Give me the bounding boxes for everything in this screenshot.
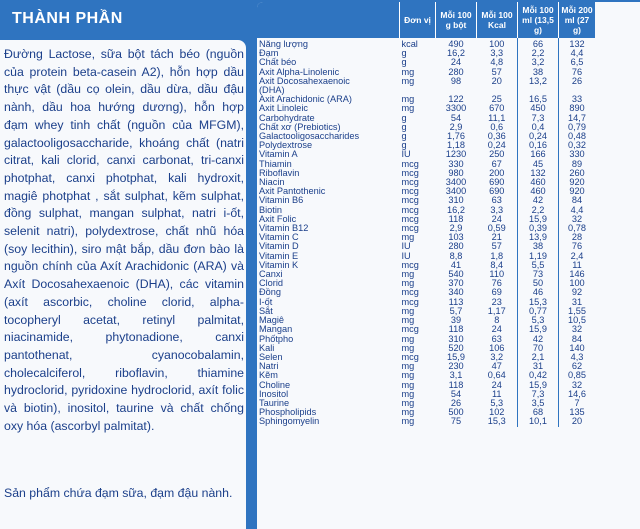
per-100kcal-cell: 47 (491, 361, 502, 372)
per-200ml-cell: 32 (559, 381, 596, 390)
per-100g-cell: 310 (448, 195, 464, 206)
per-100kcal-cell: 57 (491, 241, 502, 252)
per-100ml-cell: 15,9 (518, 325, 559, 334)
header-per-100g: Mỗi 100 g bột (436, 2, 477, 38)
nutrient-name: Vitamin A (259, 149, 298, 160)
per-200ml-cell: 1,55 (559, 307, 596, 316)
unit-cell: mg (401, 333, 415, 344)
table-row (257, 390, 595, 399)
nutrient-name: Polydextrose (259, 140, 313, 151)
unit-cell: g (401, 48, 407, 59)
unit-cell: mg (401, 278, 415, 289)
per-100g-cell: 490 (448, 39, 464, 49)
per-100ml-cell: 31 (518, 362, 559, 371)
header-per-100kcal: Mỗi 100 Kcal (477, 2, 518, 38)
table-row (257, 307, 595, 316)
table-row (257, 279, 595, 288)
nutrient-name: Vitamin C (259, 232, 299, 243)
per-100ml-cell: 46 (518, 288, 559, 297)
per-100g-cell: 39 (450, 315, 462, 326)
header-per-200ml: Mỗi 200 ml (27 g) (559, 2, 596, 38)
per-100g-cell: 280 (448, 241, 464, 252)
per-100kcal-cell: 102 (489, 407, 505, 418)
nutrient-name: Magiê (259, 315, 285, 326)
per-100g-cell: 1230 (445, 149, 467, 160)
per-100ml-cell: 460 (518, 187, 559, 196)
per-200ml-cell: 14,7 (559, 114, 596, 123)
per-100ml-cell: 460 (518, 178, 559, 187)
per-100kcal-cell: 4,8 (490, 57, 504, 68)
nutrient-name: Năng lượng (259, 39, 308, 49)
per-100ml-cell: 2,1 (518, 353, 559, 362)
per-200ml-cell: 33 (559, 95, 596, 104)
nutrient-name: Thiamin (259, 158, 292, 169)
per-100kcal-cell: 69 (491, 287, 502, 298)
nutrient-name: Kali (259, 342, 275, 353)
per-200ml-cell: 32 (559, 325, 596, 334)
nutrient-name: Vitamin B12 (259, 223, 309, 234)
per-100g-cell: 3400 (445, 186, 467, 197)
nutrient-name: Chất béo (259, 57, 297, 68)
per-100g-cell: 540 (448, 269, 464, 280)
unit-cell: mcg (401, 213, 419, 224)
table-row (257, 196, 595, 205)
unit-cell: mg (401, 361, 415, 372)
per-100kcal-cell: 0,6 (490, 121, 504, 132)
per-100g-cell: 3300 (445, 103, 467, 114)
per-100ml-cell: 166 (518, 150, 559, 159)
unit-cell: g (401, 121, 407, 132)
unit-cell: mg (401, 342, 415, 353)
per-100g-cell: 370 (448, 278, 464, 289)
per-100ml-cell: 0,24 (518, 132, 559, 141)
per-100ml-cell: 13,2 (518, 77, 559, 86)
nutrient-name: Biotin (259, 204, 282, 215)
per-100kcal-cell: 106 (489, 342, 505, 353)
per-100kcal-cell: 15,3 (487, 416, 506, 427)
per-100g-cell: 500 (448, 407, 464, 418)
per-100g-cell: 340 (448, 287, 464, 298)
per-200ml-cell: 100 (559, 279, 596, 288)
unit-cell: mcg (401, 158, 419, 169)
per-100g-cell: 330 (448, 158, 464, 169)
per-100g-cell: 103 (448, 232, 464, 243)
per-100kcal-cell: 0,64 (487, 370, 506, 381)
per-100kcal-cell: 5,3 (490, 397, 504, 408)
per-200ml-cell: 31 (559, 298, 596, 307)
nutrition-table-panel (257, 2, 640, 529)
per-200ml-cell: 330 (559, 150, 596, 159)
unit-cell: mcg (401, 177, 419, 188)
per-100g-cell: 280 (448, 66, 464, 77)
per-200ml-cell: 62 (559, 362, 596, 371)
per-100kcal-cell: 3,2 (490, 351, 504, 362)
per-100kcal-cell: 670 (489, 103, 505, 114)
per-100ml-cell: 2,2 (518, 49, 559, 58)
nutrient-name: Axit Linoleic (259, 103, 309, 114)
unit-cell: mg (401, 94, 415, 105)
per-100ml-cell: 5,3 (518, 316, 559, 325)
table-row (257, 77, 595, 86)
unit-cell: mcg (401, 324, 419, 335)
per-100ml-cell: 5,5 (518, 261, 559, 270)
per-100g-cell: 75 (450, 416, 462, 427)
unit-cell: mg (401, 75, 415, 86)
per-200ml-cell: 32 (559, 215, 596, 224)
nutrient-name: Riboflavin (259, 167, 300, 178)
nutrient-name: Sphingomyelin (259, 416, 320, 427)
per-200ml-cell: 0,48 (559, 132, 596, 141)
nutrient-name: Clorid (259, 278, 283, 289)
per-100kcal-cell: 20 (491, 75, 502, 86)
per-200ml-cell: 26 (559, 77, 596, 86)
per-200ml-cell: 140 (559, 344, 596, 353)
table-header-row (257, 2, 595, 38)
per-100kcal-cell: 11,1 (488, 112, 506, 123)
nutrient-name: Choline (259, 379, 291, 390)
per-100ml-cell: 15,9 (518, 215, 559, 224)
per-100kcal-cell: 110 (489, 269, 505, 280)
per-100g-cell: 520 (448, 342, 464, 353)
unit-cell: IU (401, 149, 411, 160)
per-200ml-cell: 89 (559, 160, 596, 169)
table-row (257, 417, 595, 426)
per-100kcal-cell: 690 (489, 177, 505, 188)
per-100kcal-cell: 8,4 (490, 259, 504, 270)
per-100kcal-cell: 200 (489, 167, 505, 178)
per-100g-cell: 15,9 (447, 351, 465, 362)
per-200ml-cell: 146 (559, 270, 596, 279)
per-100ml-cell: 7,3 (518, 114, 559, 123)
unit-cell: kcal (401, 39, 418, 49)
per-100ml-cell: 66 (518, 38, 559, 49)
table-row (257, 325, 595, 334)
per-200ml-cell: 92 (559, 288, 596, 297)
per-100ml-cell: 42 (518, 335, 559, 344)
per-100g-cell: 980 (448, 167, 464, 178)
per-100kcal-cell: 0,36 (487, 131, 506, 142)
nutrient-name: Sắt (259, 305, 273, 316)
per-200ml-cell: 10,5 (559, 316, 596, 325)
unit-cell: g (401, 112, 407, 123)
unit-cell: mcg (401, 167, 419, 178)
per-200ml-cell: 11 (559, 261, 596, 270)
per-100g-cell: 3400 (445, 177, 467, 188)
nutrient-name: Phospholipids (259, 407, 317, 418)
per-100kcal-cell: 63 (491, 195, 502, 206)
per-100ml-cell: 13,9 (518, 233, 559, 242)
per-100ml-cell: 3,5 (518, 399, 559, 408)
unit-cell: mg (401, 407, 415, 418)
per-100ml-cell: 3,2 (518, 58, 559, 67)
nutrient-name: Vitamin B6 (259, 195, 304, 206)
per-100kcal-cell: 100 (489, 39, 505, 49)
per-100kcal-cell: 63 (491, 333, 502, 344)
nutrient-name: Axit Folic (259, 213, 297, 224)
per-200ml-cell: 0,79 (559, 123, 596, 132)
per-100kcal-cell: 21 (491, 232, 502, 243)
unit-cell: mg (401, 388, 415, 399)
nutrient-name: Selen (259, 351, 283, 362)
per-100g-cell: 54 (450, 112, 462, 123)
unit-cell: mcg (401, 296, 419, 307)
nutrient-name: Axit Docosahexaenoic (259, 75, 350, 86)
per-100g-cell: 54 (450, 388, 462, 399)
header-nutrient (257, 2, 400, 38)
unit-cell: mg (401, 416, 415, 427)
unit-cell: mcg (401, 195, 419, 206)
nutrition-table (257, 2, 595, 427)
per-100ml-cell: 15,3 (518, 298, 559, 307)
per-200ml-cell: 4,4 (559, 206, 596, 215)
per-100kcal-cell: 250 (489, 149, 505, 160)
per-100kcal-cell: 3,3 (490, 204, 504, 215)
nutrient-name: Chất xơ (Prebiotics) (259, 121, 341, 132)
nutrient-name: I-ốt (259, 296, 273, 307)
per-100kcal-cell: 690 (489, 186, 505, 197)
nutrient-name: (DHA) (259, 85, 285, 96)
unit-cell: mcg (401, 259, 419, 270)
per-100ml-cell: 0,39 (518, 224, 559, 233)
nutrient-name: Kẽm (259, 370, 278, 381)
per-100kcal-cell: 1,17 (487, 305, 506, 316)
nutrient-name: Mangan (259, 324, 293, 335)
per-200ml-cell: 0,32 (559, 141, 596, 150)
unit-cell: IU (401, 241, 411, 252)
per-200ml-cell: 0,78 (559, 224, 596, 233)
per-100g-cell: 8,8 (449, 250, 463, 261)
nutrient-name: Galactooligosaccharides (259, 131, 360, 142)
nutrient-name: Inositol (259, 388, 289, 399)
per-100g-cell: 16,2 (447, 48, 465, 59)
per-100ml-cell: 0,42 (518, 371, 559, 380)
section-title: THÀNH PHẦN (12, 10, 123, 27)
per-100kcal-cell: 24 (491, 379, 502, 390)
per-100g-cell: 2,9 (449, 121, 463, 132)
per-100ml-cell: 68 (518, 408, 559, 417)
per-100g-cell: 113 (448, 296, 464, 307)
per-100g-cell: 98 (450, 75, 462, 86)
per-200ml-cell: 135 (559, 408, 596, 417)
nutrient-name: Vitamin E (259, 250, 299, 261)
nutrient-name: Taurine (259, 397, 290, 408)
nutrient-name: Carbohydrate (259, 112, 315, 123)
per-100g-cell: 118 (448, 379, 464, 390)
nutrient-name: Phốtpho (259, 333, 294, 344)
per-100kcal-cell: 23 (491, 296, 502, 307)
unit-cell: mcg (401, 351, 419, 362)
nutrient-name: Niacin (259, 177, 285, 188)
per-100kcal-cell: 24 (491, 324, 502, 335)
table-row (257, 38, 595, 49)
nutrient-name: Natri (259, 361, 279, 372)
per-100ml-cell: 2,2 (518, 206, 559, 215)
per-100ml-cell: 42 (518, 196, 559, 205)
unit-cell: mcg (401, 287, 419, 298)
per-200ml-cell: 260 (559, 169, 596, 178)
per-200ml-cell: 132 (559, 38, 596, 49)
table-row (257, 353, 595, 362)
per-100kcal-cell: 25 (491, 94, 502, 105)
per-100ml-cell: 50 (518, 279, 559, 288)
per-100ml-cell: 450 (518, 104, 559, 113)
header-unit: Đơn vị (400, 2, 436, 38)
unit-cell: mg (401, 370, 415, 381)
per-100kcal-cell: 3,3 (490, 48, 504, 59)
unit-cell: IU (401, 250, 411, 261)
per-100ml-cell: 0,4 (518, 123, 559, 132)
unit-cell: mg (401, 66, 415, 77)
per-100kcal-cell: 24 (491, 213, 502, 224)
unit-cell: mcg (401, 204, 419, 215)
nutrient-name: Axit Arachidonic (ARA) (259, 94, 352, 105)
per-200ml-cell: 7 (559, 399, 596, 408)
per-100kcal-cell: 67 (491, 158, 502, 169)
unit-cell: mg (401, 379, 415, 390)
per-100ml-cell: 1,19 (518, 252, 559, 261)
table-row (257, 335, 595, 344)
table-row (257, 381, 595, 390)
unit-cell: mg (401, 232, 415, 243)
per-100kcal-cell: 11 (491, 388, 502, 399)
unit-cell: mcg (401, 223, 419, 234)
per-100g-cell: 16,2 (447, 204, 465, 215)
per-100g-cell: 2,9 (449, 223, 463, 234)
ingredients-text: Đường Lactose, sữa bột tách béo (nguồn của protein beta-casein A2), hỗn hợp dầu thực vật (dầu cọ olein, dầu dừa, dầu đậu nành, dầu hoa hướng dương), hỗn hợp đạm whey tinh chất (nguồn của MFGM), galactooligosaccharide, khoáng chất (natri citrat, kali clorid, canxi carbonat, tri-canxi photphat, canxi photphat, kali hydroxit, magiê photphat , sắt sulphat, kẽm sulphat, đồng sulphat, mangan sulphat, natri i-ốt, selenit natri), polydextrose, chất nhũ hóa (soy lecithin), siro mật bắp, dầu đơn bào là nguồn chính của Axít Arachidonic (ARA) và Axít Docosahexaenoic (DHA), các vitamin (axít ascorbic, choline clorid, alpha-tocopheryl acetat, retinyl palmitat, niacinamide, phytonadione, canxi pantothenat, cyanocobalamin, cholecalciferol, riboflavin, thiamine hydroclorid, pyridoxine hydroclorid, axít folic và biotin), inositol, taurine và chất chống oxy hóa (ascorbyl palmitat). (4, 47, 244, 433)
header-per-100ml: Mỗi 100 ml (13,5 g) (518, 2, 559, 38)
per-100ml-cell: 15,9 (518, 381, 559, 390)
table-row (257, 150, 595, 159)
per-100ml-cell: 7,3 (518, 390, 559, 399)
per-200ml-cell: 76 (559, 242, 596, 251)
table-row (257, 252, 595, 261)
per-100ml-cell: 0,16 (518, 141, 559, 150)
per-100kcal-cell: 8 (494, 315, 500, 326)
ingredients-section (0, 0, 251, 529)
table-row (257, 261, 595, 270)
per-100g-cell: 230 (448, 361, 464, 372)
nutrient-name: Axit Pantothenic (259, 186, 326, 197)
per-200ml-cell: 14,6 (559, 390, 596, 399)
per-200ml-cell: 84 (559, 335, 596, 344)
per-100g-cell: 26 (450, 397, 462, 408)
per-100ml-cell: 0,77 (518, 307, 559, 316)
table-row (257, 187, 595, 196)
per-200ml-cell: 2,4 (559, 252, 596, 261)
per-100ml-cell: 38 (518, 242, 559, 251)
per-100ml-cell: 132 (518, 169, 559, 178)
per-100g-cell: 5,7 (449, 305, 463, 316)
per-100g-cell: 24 (450, 57, 462, 68)
unit-cell: mg (401, 305, 415, 316)
per-100g-cell: 118 (448, 324, 464, 335)
unit-cell: g (401, 140, 407, 151)
nutrient-name: Canxi (259, 269, 283, 280)
table-body (257, 38, 595, 427)
per-100ml-cell: 45 (518, 160, 559, 169)
per-200ml-cell: 4,4 (559, 49, 596, 58)
per-100kcal-cell: 76 (491, 278, 502, 289)
per-100kcal-cell: 0,24 (487, 140, 506, 151)
table-row (257, 270, 595, 279)
per-100kcal-cell: 1,8 (490, 250, 504, 261)
per-200ml-cell: 920 (559, 178, 596, 187)
per-100g-cell: 310 (448, 333, 464, 344)
unit-cell: g (401, 131, 407, 142)
allergen-note: Sản phẩm chứa đạm sữa, đạm đậu nành. (4, 486, 233, 500)
per-100g-cell: 122 (448, 94, 464, 105)
table-row (257, 344, 595, 353)
per-100kcal-cell: 0,59 (487, 223, 506, 234)
per-100g-cell: 3,1 (449, 370, 463, 381)
unit-cell: mg (401, 269, 415, 280)
unit-cell: mg (401, 103, 415, 114)
per-100g-cell: 118 (448, 213, 464, 224)
table-row (257, 49, 595, 58)
per-200ml-cell: 20 (559, 417, 596, 426)
per-100g-cell: 41 (450, 259, 462, 270)
per-100kcal-cell: 57 (491, 66, 502, 77)
unit-cell: mg (401, 315, 415, 326)
nutrient-name: Axit Alpha-Linolenic (259, 66, 340, 77)
table-row (257, 233, 595, 242)
nutrient-name: Vitamin K (259, 259, 299, 270)
per-100ml-cell: 16,5 (518, 95, 559, 104)
per-100ml-cell: 38 (518, 68, 559, 77)
nutrient-name: Đạm (259, 48, 279, 59)
per-100g-cell: 1,18 (447, 140, 465, 151)
per-200ml-cell: 6,5 (559, 58, 596, 67)
nutrient-name: Vitamin D (259, 241, 299, 252)
unit-cell: mg (401, 397, 415, 408)
per-100ml-cell: 70 (518, 344, 559, 353)
per-200ml-cell: 4,3 (559, 353, 596, 362)
per-100ml-cell: 10,1 (518, 417, 559, 426)
per-200ml-cell: 84 (559, 196, 596, 205)
per-200ml-cell: 0,85 (559, 371, 596, 380)
unit-cell: g (401, 57, 407, 68)
per-200ml-cell: 28 (559, 233, 596, 242)
per-200ml-cell: 76 (559, 68, 596, 77)
per-100ml-cell: 73 (518, 270, 559, 279)
nutrient-name: Đồng (259, 287, 281, 298)
per-200ml-cell: 890 (559, 104, 596, 113)
per-200ml-cell: 920 (559, 187, 596, 196)
unit-cell: mcg (401, 186, 419, 197)
per-100g-cell: 1,76 (447, 131, 465, 142)
